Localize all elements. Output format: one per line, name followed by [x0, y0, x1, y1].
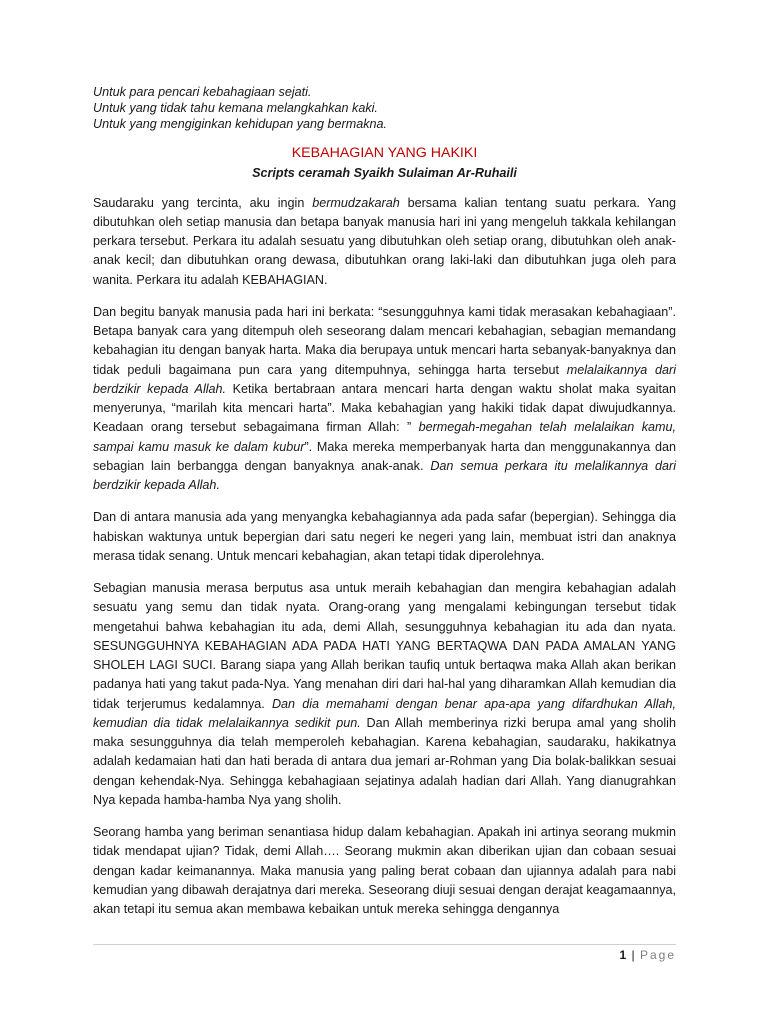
intro-line: Untuk yang mengiginkan kehidupan yang bermakna. — [93, 117, 388, 132]
text-run: Dan Allah memberinya rizki berupa amal yang sholih maka sesungguhnya dia telah memperoleh kebahagian. Karena kebahagian, saudaraku, hakikatnya adalah kedamaian hati dan hati berada di antara dua jemari ar-Rohman yang Dia bolak-balikkan sesuai dengan kehendak-Nya. Sehingga kebahagiaan sejatinya adalah hadian dari Allah. Yang dianugrahkan Nya kepada hamba-hamba Nya yang sholih. — [93, 715, 676, 807]
paragraph — [93, 194, 676, 290]
text-run: Dan begitu banyak manusia pada hari ini berkata: “sesungguhnya kami tidak merasakan kebahagiaan”. Betapa banyak cara yang ditempuh oleh seseorang dalam mencari kebahagian, sebagian memandang kebahagian itu dengan banyak harta. Maka dia berupaya untuk mencari harta sebanyak-banyaknya dan tidak peduli bagaimana pun cara yang ditempuhnya, sehingga harta tersebut — [93, 304, 676, 377]
document-title: KEBAHAGIAN YANG HAKIKI — [291, 144, 478, 161]
italic-text: bermegah-megahan telah melalaikan kamu, sampai kamu masuk ke dalam kubur — [93, 420, 677, 454]
page-label: Page — [639, 948, 676, 962]
document-subtitle: Scripts ceramah Syaikh Sulaiman Ar-Ruhaili — [252, 165, 517, 180]
italic-text: Dan dia memahami dengan benar apa-apa yang difardhukan Allah, kemudian dia tidak melalaikannya sedikit pun. — [93, 696, 676, 730]
page-footer — [619, 948, 676, 962]
paragraph — [93, 579, 676, 810]
footer-divider — [93, 944, 676, 945]
intro-line: Untuk para pencari kebahagiaan sejati. — [93, 85, 312, 99]
text-run: bersama kalian tentang suatu perkara. Yang dibutuhkan oleh setiap manusia dan betapa banyak manusia hari ini yang mengeluh takkala kehilangan perkara tersebut. Perkara itu adalah sesuatu yang dibutuhkan oleh setiap orang, dibutuhkan oleh anak-anak kecil; dan dibutuhkan orang dewasa, dibutuhkan orang laki-laki dan dibutuhkan juga oleh para wanita. Perkara itu adalah KEBAHAGIAN. — [93, 195, 677, 287]
page-separator: | — [631, 948, 636, 962]
page-number: 1 — [619, 948, 628, 962]
italic-text: bermudzakarah — [312, 195, 400, 210]
document-body — [93, 84, 676, 932]
text-run: Dan di antara manusia ada yang menyangka kebahagiannya ada pada safar (bepergian). Sehingga dia habiskan waktunya untuk bepergian dari satu negeri ke negeri yang lain, membuat istri dan anaknya merasa tidak senang. Untuk mencari kebahagian, akan tetapi tidak diperolehnya. — [93, 510, 676, 563]
text-run: ”. Maka mereka memperbanyak harta dan menggunakannya dan sebagian lain berbangga dengan banyaknya anak-anak. — [93, 439, 676, 473]
italic-text: melalaikannya dari berdzikir kepada Allah. — [93, 362, 677, 396]
paragraph — [93, 508, 676, 566]
text-run: Ketika bertabraan antara mencari harta dengan waktu sholat maka syaitan menyerunya, “marilah kita mencari harta”. Maka kebahagian yang hakiki tidak dapat diwujudkannya. Keadaan orang tersebut sebagaimana firman Allah: ” — [93, 381, 676, 435]
text-run: Seorang hamba yang beriman senantiasa hidup dalam kebahagian. Apakah ini artinya seorang mukmin tidak mendapat ujian? Tidak, demi Allah…. Seorang mukmin akan diberikan ujian dan cobaan sesuai dengan kadar keimanannya. Maka manusia yang paling berat cobaan dan ujiannya adalah para nabi kemudian yang dibawah derajatnya dari mereka. Seseorang diuji sesuai dengan derajat keagamaannya, akan tetapi itu semua akan membawa kebaikan untuk mereka sehingga dengannya — [93, 825, 676, 917]
intro-block — [93, 84, 676, 133]
paragraphs-container — [93, 194, 676, 920]
text-run: Sebagian manusia merasa berputus asa untuk meraih kebahagian dan mengira kebahagian adalah sesuatu yang semu dan tidak nyata. Orang-orang yang mengalami kebingungan tersebut tidak mengetahui bahwa kebahagian itu ada, demi Allah, sesungguhnya kebahagian itu ada dan nyata. SESUNGGUHNYA KEBAHAGIAN ADA PADA HATI YANG BERTAQWA DAN PADA AMALAN YANG SHOLEH LAGI SUCI. Barang siapa yang Allah berikan taufiq untuk bertaqwa maka Allah akan berikan padanya hati yang takut pada-Nya. Yang menahan diri dari hal-hal yang diharamkan Allah kemudian dia tidak terjerumus kedalamnya. — [93, 581, 676, 711]
paragraph — [93, 823, 676, 919]
paragraph — [93, 303, 676, 496]
italic-text: Dan semua perkara itu melalikannya dari berdzikir kepada Allah. — [93, 458, 676, 493]
intro-line: Untuk yang tidak tahu kemana melangkahkan kaki. — [93, 101, 378, 116]
text-run: Saudaraku yang tercinta, aku ingin — [93, 195, 313, 210]
